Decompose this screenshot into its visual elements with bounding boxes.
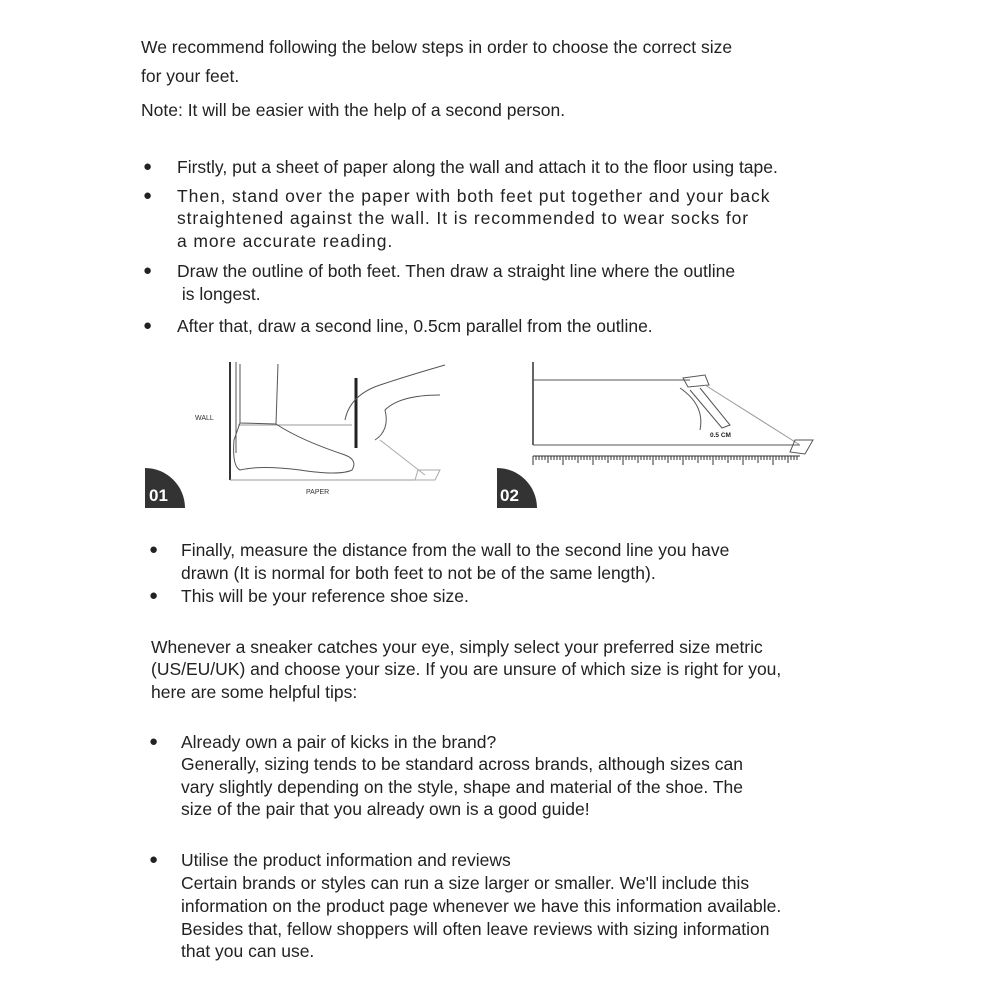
step-line: Then, stand over the paper with both feet put together and your back bbox=[177, 186, 771, 206]
note: Note: It will be easier with the help of a second person. bbox=[141, 100, 566, 120]
figure-02 bbox=[533, 362, 813, 456]
badge-01-label: 01 bbox=[149, 486, 168, 505]
tip-line: vary slightly depending on the style, shape and material of the shoe. The bbox=[181, 777, 743, 797]
tip-line: size of the pair that you already own is a good guide! bbox=[181, 799, 590, 819]
step-line: Firstly, put a sheet of paper along the wall and attach it to the floor using tape. bbox=[177, 157, 778, 177]
tip-line: Besides that, fellow shoppers will often leave reviews with sizing information bbox=[181, 919, 770, 939]
intro-line: for your feet. bbox=[141, 66, 240, 86]
figure-01 bbox=[230, 362, 445, 480]
tip-title: Utilise the product information and reviews bbox=[181, 850, 511, 870]
offset-label: 0.5 CM bbox=[710, 432, 731, 439]
bullet: ● bbox=[149, 851, 159, 868]
tip-title: Already own a pair of kicks in the brand? bbox=[181, 732, 497, 752]
wall-label: WALL bbox=[195, 415, 214, 422]
step-line: is longest. bbox=[177, 284, 261, 304]
tip-line: Certain brands or styles can run a size larger or smaller. We'll include this bbox=[181, 873, 750, 893]
step-line: Draw the outline of both feet. Then draw a straight line where the outline bbox=[177, 261, 736, 281]
step-line: straightened against the wall. It is recommended to wear socks for bbox=[177, 208, 750, 228]
bullet: ● bbox=[143, 158, 153, 175]
intro-line: We recommend following the below steps in order to choose the correct size bbox=[141, 37, 733, 57]
ruler-ticks bbox=[533, 456, 797, 465]
tip-line: that you can use. bbox=[181, 941, 315, 961]
tip-line: Generally, sizing tends to be standard across brands, although sizes can bbox=[181, 754, 743, 774]
step-line: After that, draw a second line, 0.5cm parallel from the outline. bbox=[177, 316, 653, 336]
bullet: ● bbox=[143, 187, 153, 204]
step-line: a more accurate reading. bbox=[177, 231, 394, 251]
tip-line: information on the product page whenever we have this information available. bbox=[181, 896, 782, 916]
bullet: ● bbox=[149, 587, 159, 604]
bullet: ● bbox=[143, 262, 153, 279]
bullet: ● bbox=[149, 541, 159, 558]
paper-label: PAPER bbox=[306, 489, 330, 496]
badge-02-label: 02 bbox=[500, 486, 519, 505]
tips-intro-line: Whenever a sneaker catches your eye, simply select your preferred size metric bbox=[151, 637, 763, 657]
tips-intro-line: here are some helpful tips: bbox=[151, 682, 358, 702]
tips-intro-line: (US/EU/UK) and choose your size. If you are unsure of which size is right for you, bbox=[151, 659, 782, 679]
step-line: drawn (It is normal for both feet to not be of the same length). bbox=[181, 563, 656, 583]
bullet: ● bbox=[143, 317, 153, 334]
step-line: Finally, measure the distance from the wall to the second line you have bbox=[181, 540, 730, 560]
step-line: This will be your reference shoe size. bbox=[181, 586, 469, 606]
bullet: ● bbox=[149, 733, 159, 750]
